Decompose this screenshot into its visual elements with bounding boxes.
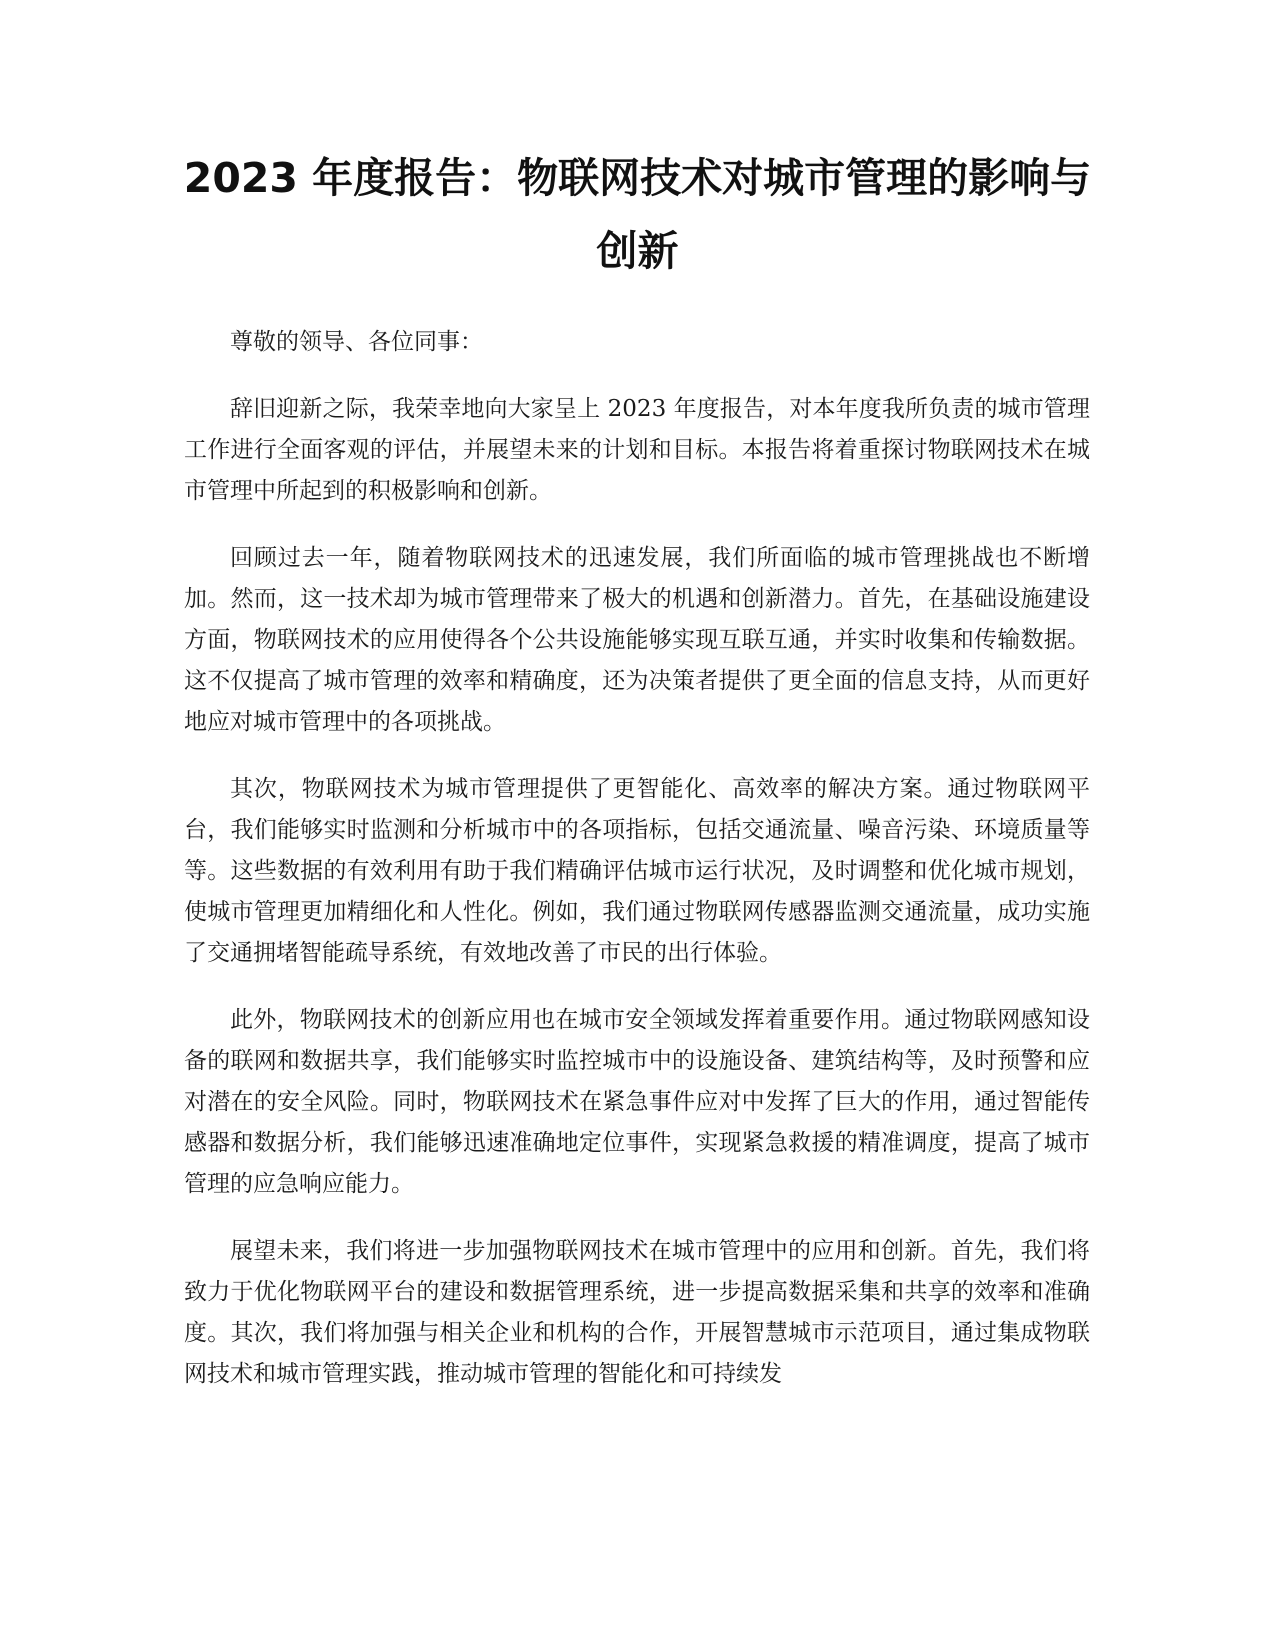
- document-title: 2023 年度报告：物联网技术对城市管理的影响与创新: [183, 154, 1092, 275]
- paragraph-outlook: 展望未来，我们将进一步加强物联网技术在城市管理中的应用和创新。首先，我们将致力于优化物联网平台的建设和数据管理系统，进一步提高数据采集和共享的效率和准确度。其次，我们将加强与相关企业和机构的合作，开展智慧城市示范项目，通过集成物联网技术和城市管理实践，推动城市管理的智能化和可持续发: [184, 1238, 1090, 1387]
- paragraph-intro: 辞旧迎新之际，我荣幸地向大家呈上 2023 年度报告，对本年度我所负责的城市管理工作进行全面客观的评估，并展望未来的计划和目标。本报告将着重探讨物联网技术在城市管理中所起到的积极影响和创新。: [184, 396, 1090, 504]
- paragraph-safety: 此外，物联网技术的创新应用也在城市安全领域发挥着重要作用。通过物联网感知设备的联网和数据共享，我们能够实时监控城市中的设施设备、建筑结构等，及时预警和应对潜在的安全风险。同时，物联网技术在紧急事件应对中发挥了巨大的作用，通过智能传感器和数据分析，我们能够迅速准确地定位事件，实现紧急救援的精准调度，提高了城市管理的应急响应能力。: [184, 1007, 1090, 1197]
- document-body: [184, 322, 1090, 1421]
- paragraph-review: 回顾过去一年，随着物联网技术的迅速发展，我们所面临的城市管理挑战也不断增加。然而，这一技术却为城市管理带来了极大的机遇和创新潜力。首先，在基础设施建设方面，物联网技术的应用使得各个公共设施能够实现互联互通，并实时收集和传输数据。这不仅提高了城市管理的效率和精确度，还为决策者提供了更全面的信息支持，从而更好地应对城市管理中的各项挑战。: [184, 545, 1090, 735]
- greeting-line: 尊敬的领导、各位同事：: [230, 329, 483, 355]
- paragraph-smart-solutions: 其次，物联网技术为城市管理提供了更智能化、高效率的解决方案。通过物联网平台，我们能够实时监测和分析城市中的各项指标，包括交通流量、噪音污染、环境质量等等。这些数据的有效利用有助于我们精确评估城市运行状况，及时调整和优化城市规划，使城市管理更加精细化和人性化。例如，我们通过物联网传感器监测交通流量，成功实施了交通拥堵智能疏导系统，有效地改善了市民的出行体验。: [184, 776, 1090, 966]
